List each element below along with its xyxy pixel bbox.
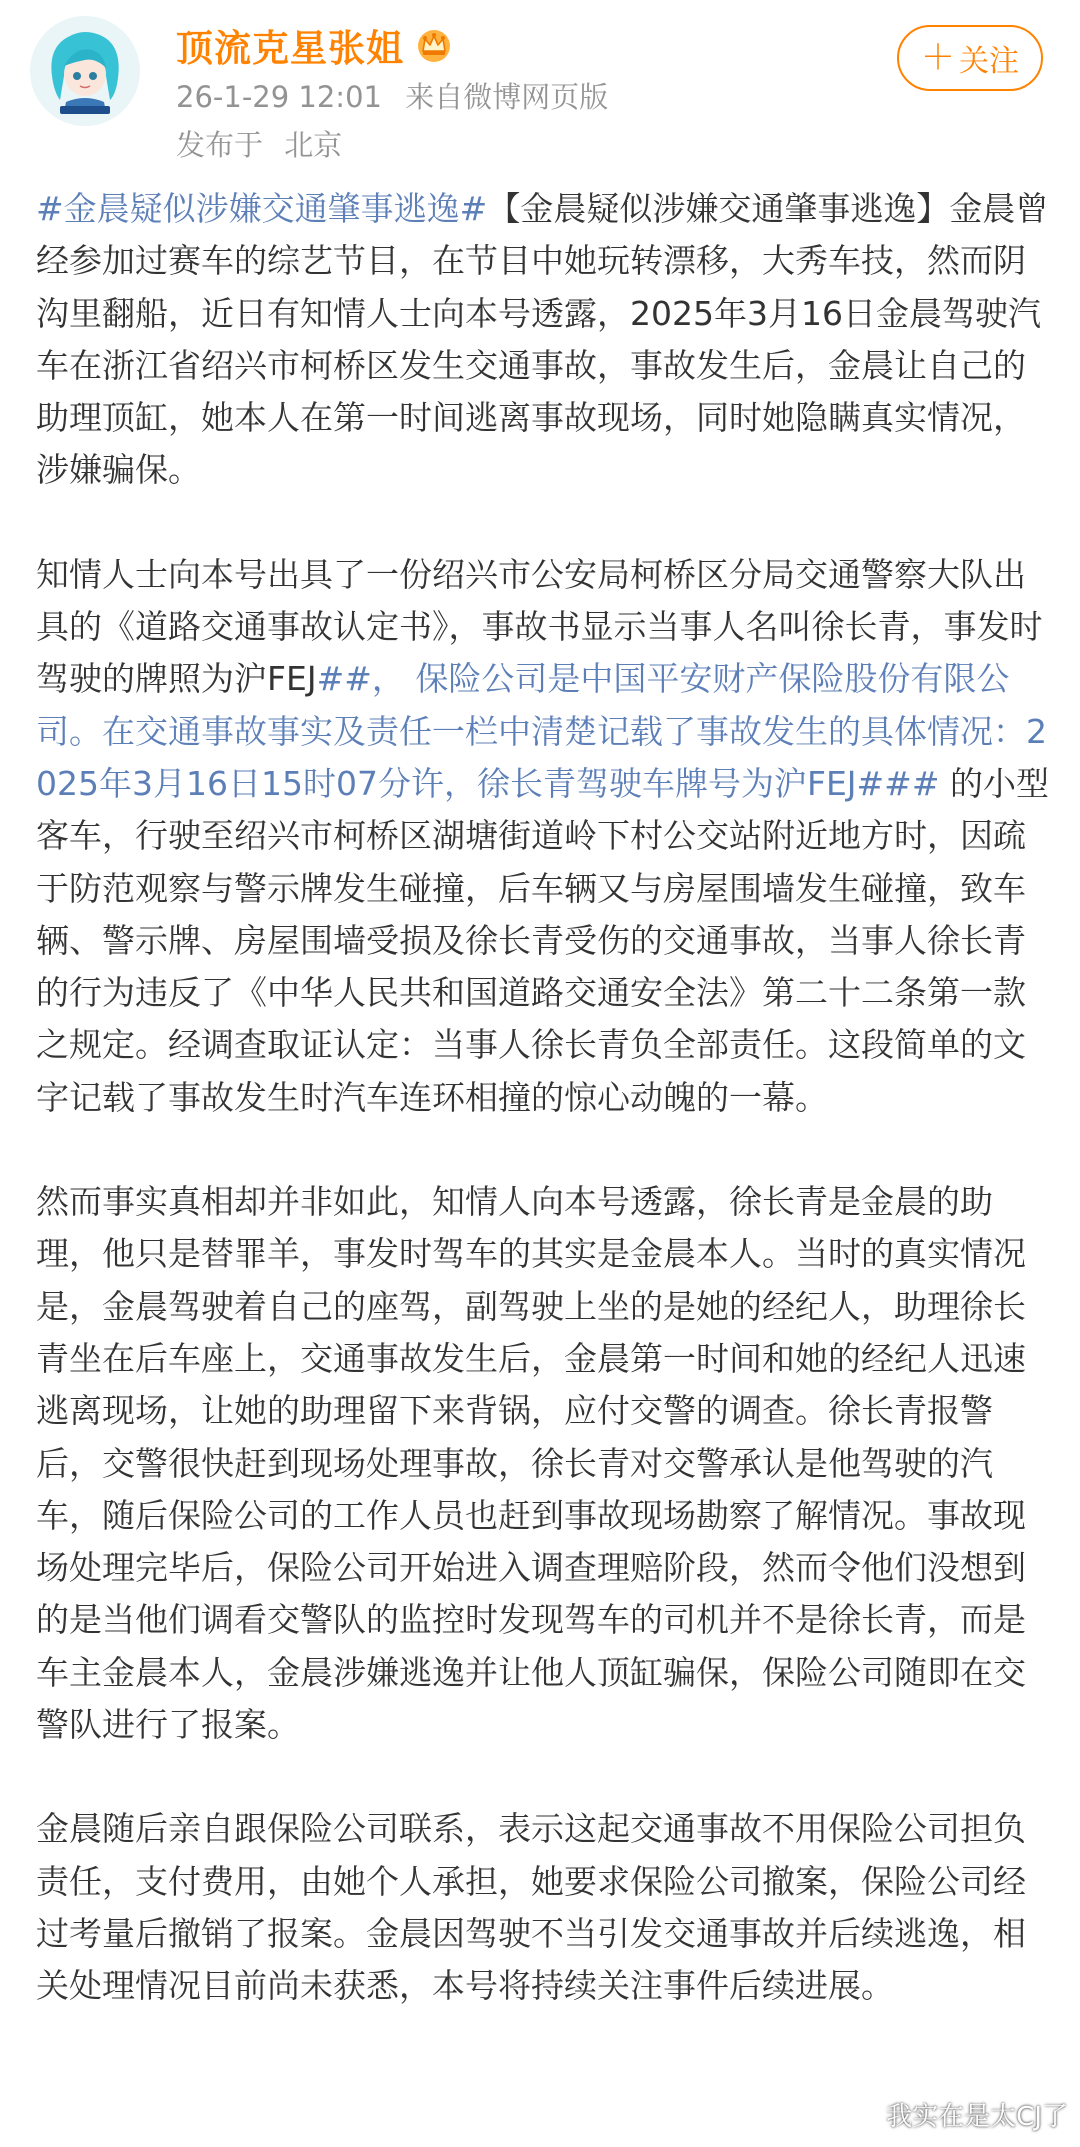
highlighted-link-text[interactable]: ##， 保险公司是中国平安财产保险股份有限公司。在交通事故事实及责任一栏中清楚记载了事故发生的具体情况：2025年3月16日15时07分许，徐长青驾驶车牌号为沪FEJ### xyxy=(36,659,1047,803)
post-content xyxy=(36,183,1052,2013)
paragraph-1 xyxy=(36,183,1052,497)
avatar[interactable] xyxy=(30,16,140,126)
user-line xyxy=(176,18,454,72)
watermark: 我实在是太CJ了 xyxy=(886,2102,1068,2132)
post-location xyxy=(176,123,342,164)
paragraph-2-text-before: 知情人士向本号出具了一份绍兴市公安局柯桥区分局交通警察大队出具的《道路交通事故认定书》，事故书显示当事人名叫徐长青，事发时驾驶的牌照为沪FEJ xyxy=(36,554,1043,699)
plus-icon: ＋ xyxy=(921,38,955,78)
paragraph-3: 然而事实真相却并非如此，知情人向本号透露，徐长青是金晨的助理，他只是替罪羊，事发时驾车的其实是金晨本人。当时的真实情况是，金晨驾驶着自己的座驾，副驾驶上坐的是她的经纪人，助理徐长青坐在后车座上，交通事故发生后，金晨第一时间和她的经纪人迅速逃离现场，让她的助理留下来背锅，应付交警的调查。徐长青报警后，交警很快赶到现场处理事故，徐长青对交警承认是他驾驶的汽车，随后保险公司的工作人员也赶到事故现场勘察了解情况。事故现场处理完毕后，保险公司开始进入调查理赔阶段，然而令他们没想到的是当他们调看交警队的监控时发现驾车的司机并不是徐长青，而是车主金晨本人，金晨涉嫌逃逸并让他人顶缸骗保，保险公司随即在交警队进行了报案。 xyxy=(36,1182,1026,1745)
location-name: 北京 xyxy=(284,128,343,162)
follow-button[interactable] xyxy=(897,25,1043,91)
post-timestamp: 26-1-29 12:01 xyxy=(176,80,382,114)
paragraph-4: 金晨随后亲自跟保险公司联系，表示这起交通事故不用保险公司担负责任，支付费用，由她个人承担，她要求保险公司撤案，保险公司经过考量后撤销了报案。金晨因驾驶不当引发交通事故并后续逃逸，相关处理情况目前尚未获悉，本号将持续关注事件后续进展。 xyxy=(36,1809,1026,2006)
post-source: 来自微博网页版 xyxy=(405,80,609,114)
location-prefix: 发布于 xyxy=(176,128,264,162)
follow-label: 关注 xyxy=(959,44,1019,79)
paragraph-2-text-after: 的小型客车，行驶至绍兴市柯桥区湖塘街道岭下村公交站附近地方时，因疏于防范观察与警示牌发生碰撞，后车辆又与房屋围墙发生碰撞，致车辆、警示牌、房屋围墙受损及徐长青受伤的交通事故，当事人徐长青的行为违反了《中华人民共和国道路交通安全法》第二十二条第一款之规定。经调查取证认定：当事人徐长青负全部责任。这段简单的文字记载了事故发生时汽车连环相撞的惊心动魄的一幕。 xyxy=(36,763,1049,1117)
avatar-image xyxy=(30,16,140,126)
topic-link[interactable]: #金晨疑似涉嫌交通肇事逃逸# xyxy=(36,189,488,228)
post-meta xyxy=(176,75,608,116)
post-header xyxy=(0,0,1080,165)
paragraph-2 xyxy=(36,549,1052,1124)
username[interactable]: 顶流克星张姐 xyxy=(176,27,404,70)
crown-icon xyxy=(414,25,454,65)
paragraph-1-text: 【金晨疑似涉嫌交通肇事逃逸】金晨曾经参加过赛车的综艺节目，在节目中她玩转漂移，大秀车技，然而阴沟里翻船，近日有知情人士向本号透露，2025年3月16日金晨驾驶汽车在浙江省绍兴市柯桥区发生交通事故，事故发生后，金晨让自己的助理顶缸，她本人在第一时间逃离事故现场，同时她隐瞒真实情况，涉嫌骗保。 xyxy=(36,189,1049,490)
